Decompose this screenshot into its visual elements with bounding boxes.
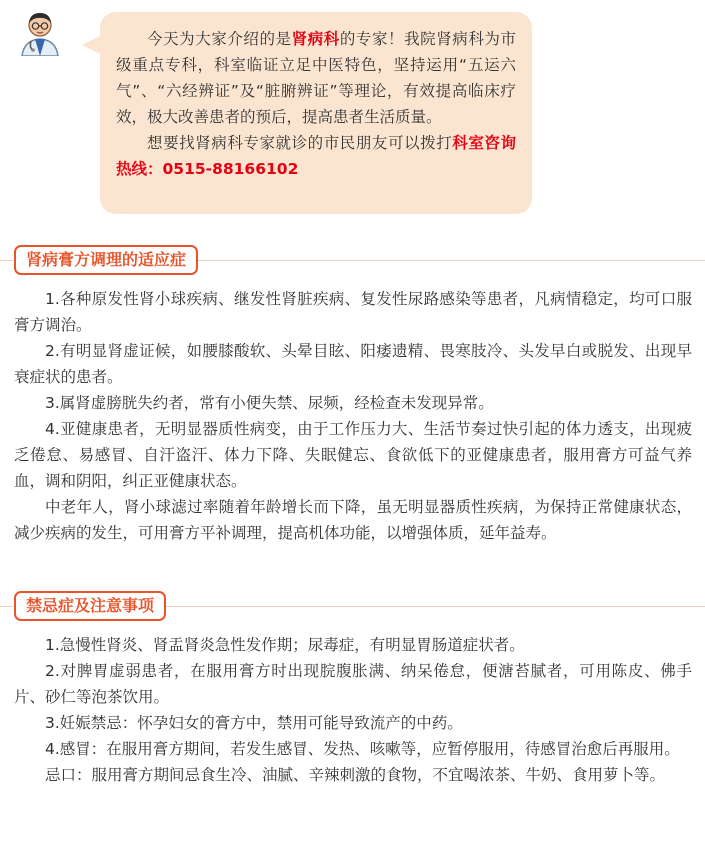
list-item: 2.有明显肾虚证候，如腰膝酸软、头晕目眩、阳痿遗精、畏寒肢冷、头发早白或脱发、出现早衰症状的患者。 [14, 342, 692, 386]
indications-list [14, 286, 692, 546]
intro-bubble [100, 12, 532, 214]
list-item: 3.属肾虚膀胱失约者，常有小便失禁、尿频，经检查未发现异常。 [45, 394, 494, 412]
list-item: 1.急慢性肾炎、肾盂肾炎急性发作期；尿毒症，有明显胃肠道症状者。 [45, 636, 525, 654]
list-item: 4.感冒：在服用膏方期间，若发生感冒、发热、咳嗽等，应暂停服用，待感冒治愈后再服用。 [45, 740, 680, 758]
hotline-paragraph: 想要找肾病科专家就诊的市民朋友可以拨打科室咨询热线：0515-88166102 [116, 134, 516, 178]
intro-paragraph: 今天为大家介绍的是肾病科的专家！我院肾病科为市级重点专科，科室临证立足中医特色，坚持运用“五运六气”、“六经辨证”及“脏腑辨证”等理论，有效提高临床疗效，极大改善患者的预后，提高患者生活质量。 [116, 30, 516, 126]
highlight-department: 肾病科 [291, 30, 340, 48]
list-item: 4.亚健康患者，无明显器质性病变，由于工作压力大、生活节奏过快引起的体力透支，出现疲乏倦怠、易感冒、自汗盗汗、体力下降、失眠健忘、食欲低下的亚健康患者，服用膏方可益气养血，调和阴阳，纠正亚健康状态。 [14, 420, 692, 490]
list-item: 3.妊娠禁忌：怀孕妇女的膏方中，禁用可能导致流产的中药。 [45, 714, 463, 732]
list-item: 1.各种原发性肾小球疾病、继发性肾脏疾病、复发性尿路感染等患者，凡病情稳定，均可口服膏方调治。 [14, 290, 692, 334]
doctor-avatar-icon [12, 8, 68, 56]
section-title-contraindications: 禁忌症及注意事项 [14, 591, 166, 621]
list-item: 中老年人，肾小球滤过率随着年龄增长而下降，虽无明显器质性疾病，为保持正常健康状态，减少疾病的发生，可用膏方平补调理，提高机体功能，以增强体质，延年益寿。 [14, 498, 692, 542]
hotline-number[interactable]: 科室咨询热线：0515-88166102 [116, 134, 516, 178]
list-item: 忌口：服用膏方期间忌食生冷、油腻、辛辣刺激的食物，不宜喝浓茶、牛奶、食用萝卜等。 [45, 766, 666, 784]
contraindications-list [14, 632, 692, 788]
section-title-indications: 肾病膏方调理的适应症 [14, 245, 198, 275]
list-item: 2.对脾胃虚弱患者，在服用膏方时出现脘腹胀满、纳呆倦怠，便溏苔腻者，可用陈皮、佛手片、砂仁等泡茶饮用。 [14, 662, 692, 706]
